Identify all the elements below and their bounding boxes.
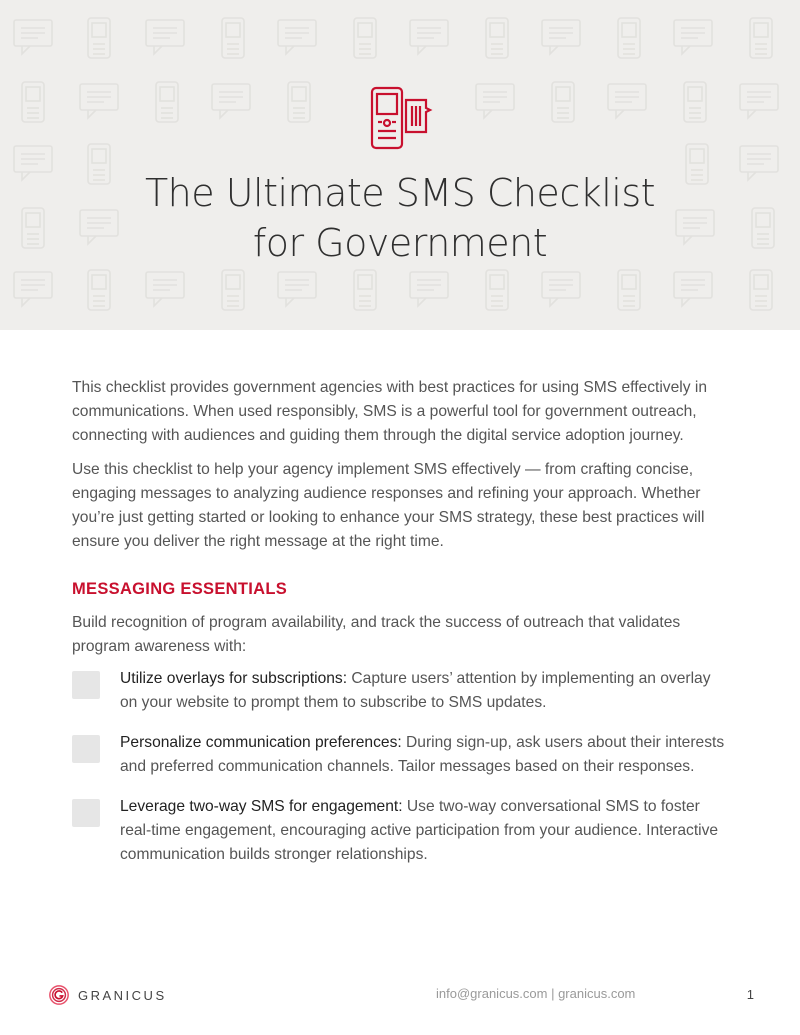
intro-paragraph-1: This checklist provides government agencies with best practices for using SMS effectively in communications. When used responsibly, SMS is a powerful tool for government outreach, connecting with audiences and guiding them through the digital service adoption journey.: [72, 379, 708, 444]
sms-phone-icon: [368, 86, 434, 152]
hero-banner: [0, 0, 800, 330]
section-intro: Build recognition of program availability, and track the success of outreach that validates program awareness with:: [72, 614, 681, 655]
background-pattern: [0, 0, 800, 330]
checklist-item-title: Leverage two-way SMS for engagement:: [120, 798, 403, 815]
checklist-item: [72, 795, 732, 867]
checklist-item-description: Use two-way conversational SMS to foster real-time engagement, encouraging active participation from your audience. Interactive communication builds stronger relationships.: [120, 798, 719, 863]
checklist-item-title: Personalize communication preferences:: [120, 734, 402, 751]
footer-contact: [436, 986, 635, 1001]
page-title-line-1: The Ultimate SMS Checklist: [144, 171, 656, 215]
checklist-item: [72, 731, 732, 779]
checkbox[interactable]: [72, 735, 100, 763]
page-number: 1: [746, 987, 754, 1002]
pattern-row-1: [14, 18, 772, 58]
checklist-item-text: [120, 667, 732, 715]
section-heading: MESSAGING ESSENTIALS: [72, 580, 288, 598]
checkbox[interactable]: [72, 799, 100, 827]
checklist-item-description: Capture users’ attention by implementing an overlay on your website to prompt them to subscribe to SMS updates.: [120, 670, 711, 711]
page-title: [0, 168, 800, 268]
page-footer: [0, 975, 800, 1015]
checklist-item: [72, 667, 732, 715]
checklist-item-title: Utilize overlays for subscriptions:: [120, 670, 348, 687]
footer-separator: |: [547, 986, 559, 1001]
intro-paragraph-2: Use this checklist to help your agency implement SMS effectively — from crafting concise, engaging messages to analyzing audience responses and refining your approach. Whether you’re just getting started or looking to enhance your SMS strategy, these best practices will ensure you deliver the right message at the right time.: [72, 461, 705, 550]
checklist: [72, 667, 732, 867]
checklist-item-description: During sign-up, ask users about their interests and preferred communication channels. Tailor messages based on their responses.: [120, 734, 725, 775]
checklist-item-text: [120, 795, 732, 867]
page-title-line-2: for Government: [252, 221, 548, 265]
website-link[interactable]: granicus.com: [558, 986, 636, 1001]
granicus-logo[interactable]: [48, 983, 167, 1007]
email-link[interactable]: info@granicus.com: [436, 986, 548, 1001]
main-content: [72, 376, 732, 883]
checklist-item-text: [120, 731, 732, 779]
checkbox[interactable]: [72, 671, 100, 699]
logo-text: GRANICUS: [78, 987, 167, 1003]
granicus-logo-icon: [48, 984, 70, 1006]
pattern-row-5: [14, 270, 772, 310]
